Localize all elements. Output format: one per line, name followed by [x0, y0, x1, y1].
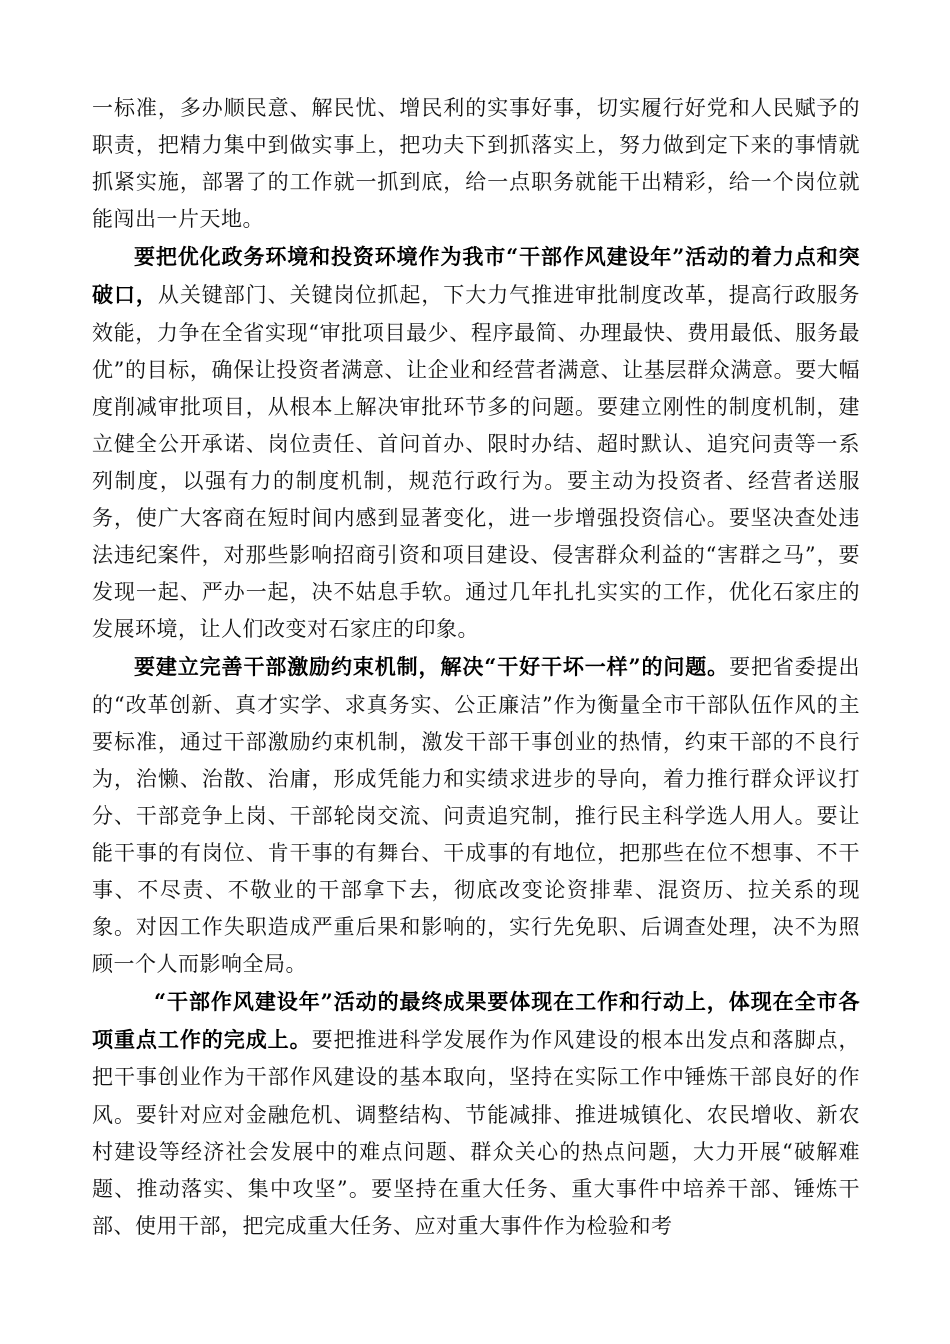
paragraph-4-lead: “干部作风建设年”活动的最终成果要体现在工作和行动上，体现在全市各项重点工作的完成上。 — [92, 989, 860, 1053]
paragraph-4-text: 要把推进科学发展作为作风建设的根本出发点和落脚点，把干事创业作为干部作风建设的基本取向，坚持在实际工作中锤炼干部良好的作风。要针对应对金融危机、调整结构、节能减排、推进城镇化、农民增收、新农村建设等经济社会发展中的难点问题、群众关心的热点问题，大力开展“破解难题、推动落实、集中攻坚”。要坚持在重大任务、重大事件中培养干部、锤炼干部、使用干部，把完成重大任务、应对重大事件作为检验和考 — [92, 1028, 861, 1238]
paragraph-2-lead: 要把优化政务环境和投资环境作为我市“干部作风建设年”活动的着力点和突破口， — [92, 244, 860, 308]
paragraph-3 — [92, 648, 860, 983]
paragraph-3-text: 要把省委提出的“改革创新、真才实学、求真务实、公正廉洁”作为衡量全市干部队伍作风的主要标准，通过干部激励约束机制，激发干部干事创业的热情，约束干部的不良行为，治懒、治散、治庸，形成凭能力和实绩求进步的导向，着力推行群众评议打分、干部竞争上岗、干部轮岗交流、问责追究制，推行民主科学选人用人。要让能干事的有岗位、肯干事的有舞台、干成事的有地位，把那些在位不想事、不干事、不尽责、不敬业的干部拿下去，彻底改变论资排辈、混资历、拉关系的现象。对因工作失职造成严重后果和影响的，实行先免职、后调查处理，决不为照顾一个人而影响全局。 — [92, 655, 861, 977]
paragraph-2-text: 从关键部门、关键岗位抓起，下大力气推进审批制度改革，提高行政服务效能，力争在全省实现“审批项目最少、程序最简、办理最快、费用最低、服务最优”的目标，确保让投资者满意、让企业和经营者满意、让基层群众满意。要大幅度削减审批项目，从根本上解决审批环节多的问题。要建立刚性的制度机制，建立健全公开承诺、岗位责任、首问首办、限时办结、超时默认、追究问责等一系列制度，以强有力的制度机制，规范行政行为。要主动为投资者、经营者送服务，使广大客商在短时间内感到显著变化，进一步增强投资信心。要坚决查处违法违纪案件，对那些影响招商引资和项目建设、侵害群众利益的“害群之马”，要发现一起、严办一起，决不姑息手软。通过几年扎扎实实的工作，优化石家庄的发展环境，让人们改变对石家庄的印象。 — [92, 283, 861, 642]
paragraph-3-lead: 要建立完善干部激励约束机制，解决“干好干坏一样”的问题。 — [134, 654, 730, 680]
document-body — [92, 90, 860, 1245]
paragraph-4 — [92, 983, 860, 1245]
paragraph-1 — [92, 90, 860, 238]
paragraph-1-text: 一标准，多办顺民意、解民忧、增民利的实事好事，切实履行好党和人民赋予的职责，把精力集中到做实事上，把功夫下到抓落实上，努力做到定下来的事情就抓紧实施，部署了的工作就一抓到底，给一点职务就能干出精彩，给一个岗位就能闯出一片天地。 — [92, 96, 860, 232]
paragraph-2 — [92, 238, 860, 648]
